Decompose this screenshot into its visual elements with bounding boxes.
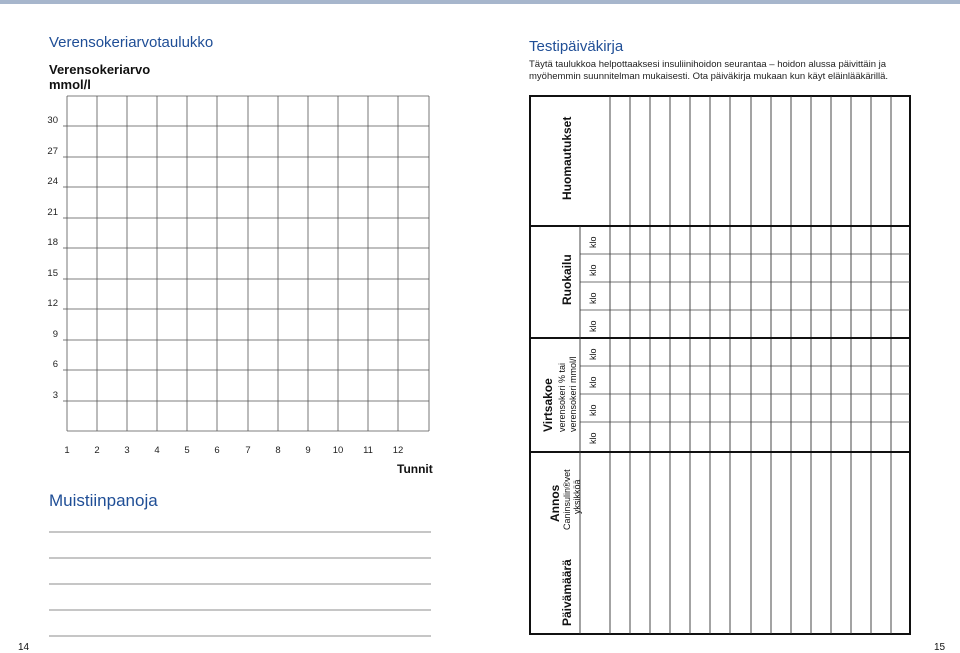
y-tick-label: 3 — [52, 390, 58, 401]
x-tick-label: 2 — [94, 445, 100, 456]
header-dose-sub2: yksikköä — [572, 479, 582, 514]
page-number-left: 14 — [18, 642, 30, 653]
x-tick-label: 12 — [392, 445, 404, 456]
y-tick-label: 24 — [47, 176, 58, 187]
x-tick-label: 5 — [184, 445, 190, 456]
header-date: Päivämäärä — [560, 559, 574, 626]
y-tick-label: 9 — [52, 329, 58, 340]
y-tick-label: 12 — [47, 298, 58, 309]
y-tick-label: 15 — [47, 268, 58, 279]
y-axis-label-line2: mmol/l — [49, 77, 91, 92]
header-notes: Huomautukset — [560, 116, 574, 200]
chart-title: Verensokeriarvotaulukko — [49, 34, 214, 51]
x-tick-label: 11 — [363, 445, 373, 456]
y-tick-label: 21 — [47, 207, 58, 218]
klo-label-test: klo — [588, 404, 598, 416]
header-blood-sub1: verensokeri % tai — [557, 362, 567, 432]
notes-title: Muistiinpanoja — [49, 491, 158, 510]
header-blood-sub2: verensokeri mmol/l — [568, 356, 578, 432]
x-tick-label: 7 — [245, 445, 251, 456]
x-tick-label: 1 — [64, 445, 70, 456]
klo-label-test: klo — [588, 376, 598, 388]
klo-label-feeding: klo — [588, 292, 598, 304]
x-tick-label: 4 — [154, 445, 160, 456]
header-dose: Annos — [548, 484, 562, 522]
y-tick-label: 30 — [47, 115, 58, 126]
x-tick-label: 8 — [275, 445, 281, 456]
header-feeding: Ruokailu — [560, 254, 574, 305]
y-tick-label: 18 — [47, 237, 58, 248]
klo-label-test: klo — [588, 432, 598, 444]
x-tick-label: 10 — [332, 445, 344, 456]
header-blood-test: Virtsakoe — [541, 378, 555, 432]
y-tick-label: 27 — [47, 146, 58, 157]
klo-label-feeding: klo — [588, 236, 598, 248]
x-axis-label: Tunnit — [397, 462, 433, 476]
klo-label-feeding: klo — [588, 320, 598, 332]
x-tick-label: 9 — [305, 445, 311, 456]
y-tick-label: 6 — [52, 359, 58, 370]
y-axis-label-line1: Verensokeriarvo — [49, 62, 151, 77]
x-tick-label: 3 — [124, 445, 130, 456]
page-number-right: 15 — [934, 642, 946, 653]
klo-label-feeding: klo — [588, 264, 598, 276]
header-dose-sub1: Caninsulin®vet — [562, 469, 572, 530]
x-tick-label: 6 — [214, 445, 220, 456]
diary-title: Testipäiväkirja — [529, 38, 624, 55]
table-frame — [530, 96, 910, 634]
klo-label-test: klo — [588, 348, 598, 360]
diary-intro: Täytä taulukkoa helpottaaksesi insuliinihoidon seurantaa – hoidon alussa päivittäin ja myöhemmin suunnitelman mukaisesti. Ota päiväkirja mukaan kun käyt eläinlääkärillä. — [529, 59, 889, 82]
